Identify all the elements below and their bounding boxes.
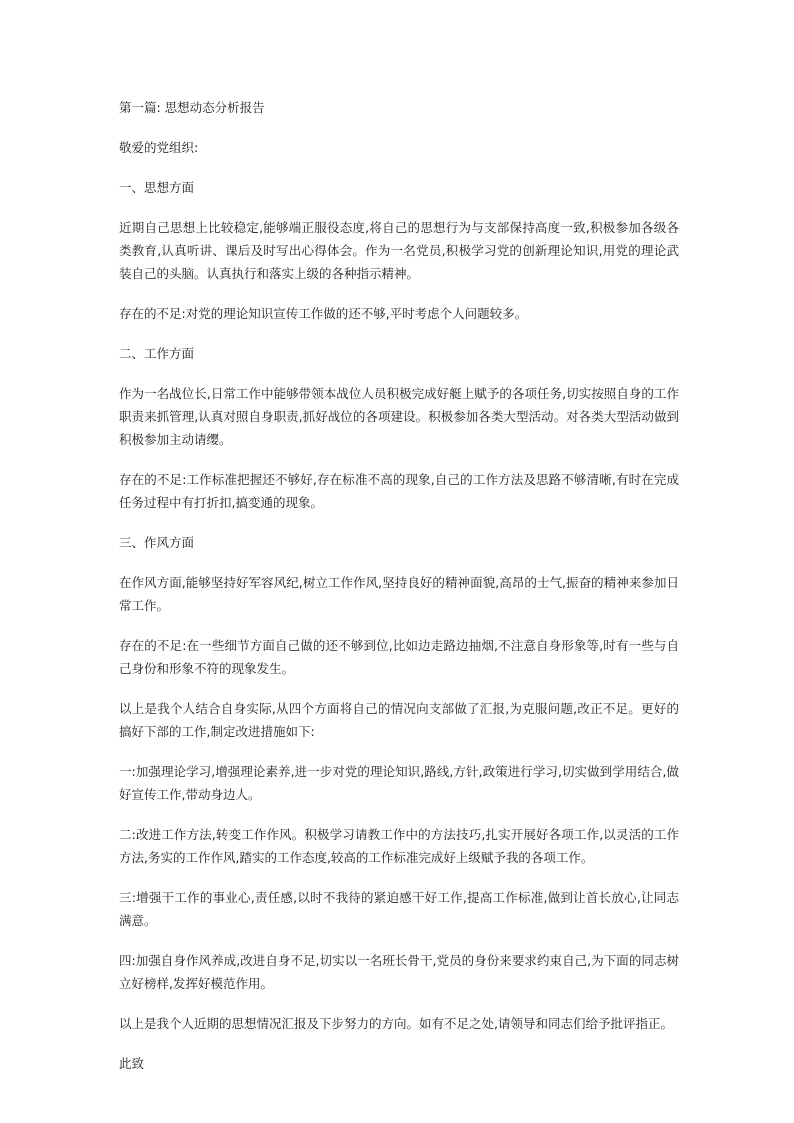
section-body-work: 作为一名战位长,日常工作中能够带领本战位人员积极完成好艇上赋予的各项任务,切实按照自身的工作职责来抓管理,认真对照自身职责,抓好战位的各项建设。积极参加各类大型活动。对各类大型活动做到积极参加主动请缨。	[119, 386, 679, 447]
section-shortfall-style: 存在的不足:在一些细节方面自己做的还不够到位,比如边走路边抽烟,不注意自身形象等,时有一些与自己身份和形象不符的现象发生。	[119, 638, 679, 676]
section-body-thought: 近期自己思想上比较稳定,能够端正服役态度,将自己的思想行为与支部保持高度一致,积极参加各级各类教育,认真听讲、课后及时写出心得体会。作为一名党员,积极学习党的创新理论知识,用党的理论武装自己的头脑。认真执行和落实上级的各种指示精神。	[119, 220, 679, 281]
document-title: 第一篇: 思想动态分析报告	[119, 100, 265, 115]
sign-off: 此致	[119, 1056, 145, 1071]
measure-item-4: 四:加强自身作风养成,改进自身不足,切实以一名班长骨干,党员的身份来要求约束自己,为下面的同志树立好榜样,发挥好模范作用。	[119, 953, 679, 991]
section-shortfall-work: 存在的不足:工作标准把握还不够好,存在标准不高的现象,自己的工作方法及思路不够清晰,有时在完成任务过程中有打折扣,搞变通的现象。	[119, 472, 679, 510]
summary-paragraph: 以上是我个人结合自身实际,从四个方面将自己的情况向支部做了汇报,为克服问题,改正不足。更好的搞好下部的工作,制定改进措施如下:	[119, 701, 679, 739]
section-shortfall-thought: 存在的不足:对党的理论知识宣传工作做的还不够,平时考虑个人问题较多。	[119, 306, 528, 321]
section-heading-style: 三、作风方面	[119, 535, 195, 550]
salutation: 敬爱的党组织:	[119, 140, 199, 155]
measure-item-2: 二:改进工作方法,转变工作作风。积极学习请教工作中的方法技巧,扎实开展好各项工作,以灵活的工作方法,务实的工作作风,踏实的工作态度,较高的工作标准完成好上级赋予我的各项工作。	[119, 827, 679, 865]
document-page	[119, 96, 679, 1075]
section-heading-work: 二、工作方面	[119, 346, 195, 361]
section-heading-thought: 一、思想方面	[119, 180, 195, 195]
measure-item-1: 一:加强理论学习,增强理论素养,进一步对党的理论知识,路线,方针,政策进行学习,切实做到学用结合,做好宣传工作,带动身边人。	[119, 764, 679, 802]
section-body-style: 在作风方面,能够坚持好军容风纪,树立工作作风,坚持良好的精神面貌,高昂的士气,振奋的精神来参加日常工作。	[119, 575, 679, 613]
closing-paragraph: 以上是我个人近期的思想情况汇报及下步努力的方向。如有不足之处,请领导和同志们给予批评指正。	[119, 1016, 673, 1031]
measure-item-3: 三:增强干工作的事业心,责任感,以时不我待的紧迫感干好工作,提高工作标准,做到让首长放心,让同志满意。	[119, 890, 679, 928]
